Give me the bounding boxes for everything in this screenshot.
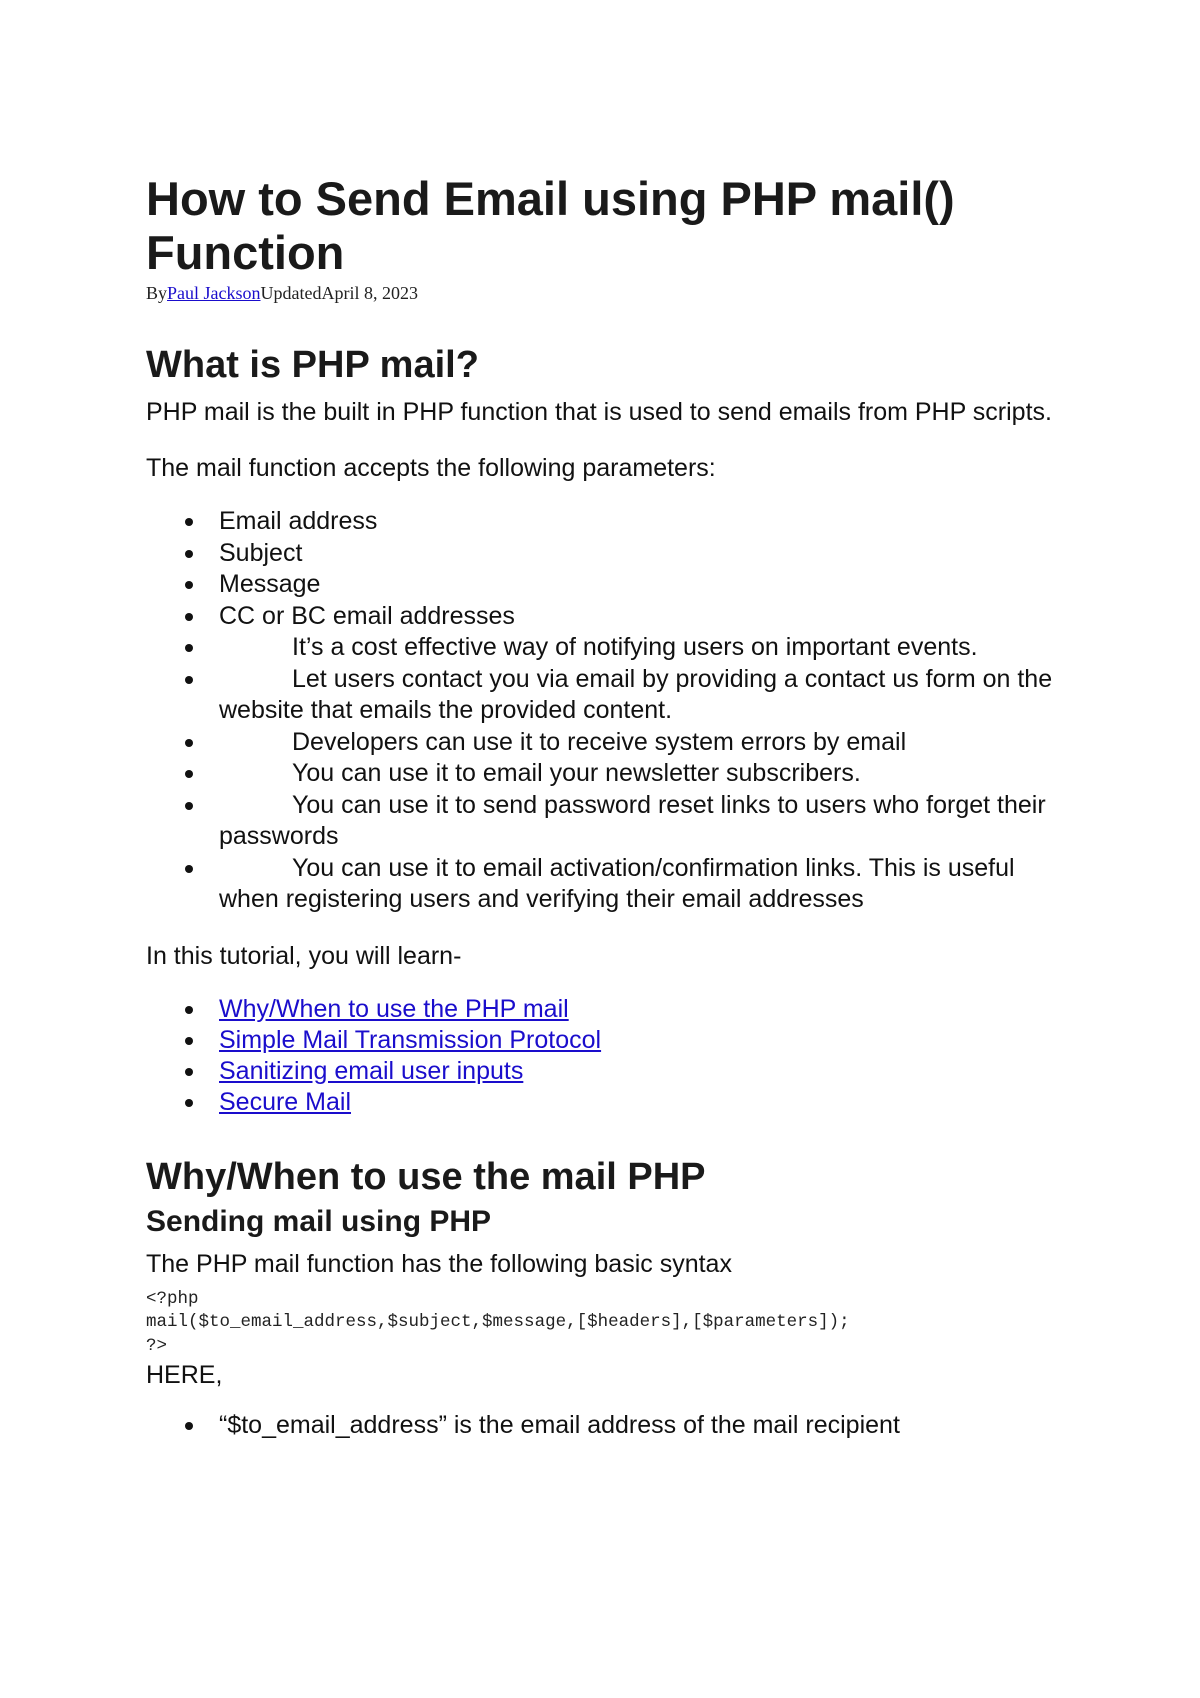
toc-link-why-when[interactable]: Why/When to use the PHP mail	[219, 994, 569, 1023]
byline-by: By	[146, 283, 168, 303]
toc-list	[146, 994, 1080, 1118]
section-heading-what-is-php-mail: What is PHP mail?	[146, 344, 479, 386]
list-item: Subject	[219, 538, 1080, 570]
list-item: CC or BC email addresses	[219, 601, 1080, 633]
author-link[interactable]: Paul Jackson	[167, 283, 261, 303]
params-list	[146, 506, 1080, 916]
list-item-text: You can use it to email your newsletter subscribers.	[292, 759, 861, 787]
list-item: Message	[219, 569, 1080, 601]
toc-link-secure-mail[interactable]: Secure Mail	[219, 1087, 351, 1116]
list-item: Email address	[219, 506, 1080, 538]
params-intro: The mail function accepts the following parameters:	[146, 454, 716, 482]
byline	[146, 282, 1080, 304]
list-item	[219, 758, 1080, 790]
subheading-sending-mail: Sending mail using PHP	[146, 1204, 492, 1238]
list-item	[219, 632, 1080, 664]
list-item-text: You can use it to email activation/confirmation links. This is useful when registering users and verifying their email addresses	[219, 853, 1015, 913]
here-label: HERE,	[146, 1361, 223, 1389]
toc-item	[219, 1087, 1080, 1118]
toc-item	[219, 1056, 1080, 1087]
list-item-text: It’s a cost effective way of notifying users on important events.	[292, 633, 978, 661]
learn-intro: In this tutorial, you will learn-	[146, 941, 462, 970]
list-item-text: You can use it to send password reset links to users who forget their passwords	[219, 790, 1046, 850]
list-item	[219, 664, 1080, 727]
intro-paragraph: PHP mail is the built in PHP function that is used to send emails from PHP scripts.	[146, 398, 1052, 426]
byline-updated: Updated	[260, 283, 322, 303]
section-heading-why-when: Why/When to use the mail PHP	[146, 1155, 706, 1198]
list-item	[219, 727, 1080, 759]
article-title: How to Send Email using PHP mail() Function	[146, 172, 955, 279]
list-item	[219, 790, 1080, 853]
toc-link-sanitizing[interactable]: Sanitizing email user inputs	[219, 1056, 524, 1085]
list-item: “$to_email_address” is the email address of the mail recipient	[219, 1410, 1080, 1442]
syntax-intro: The PHP mail function has the following basic syntax	[146, 1249, 732, 1278]
list-item-text: Let users contact you via email by providing a contact us form on the website that emails the provided content.	[219, 664, 1053, 724]
toc-item	[219, 1025, 1080, 1056]
byline-date: April 8, 2023	[321, 283, 418, 303]
toc-link-smtp[interactable]: Simple Mail Transmission Protocol	[219, 1025, 602, 1054]
syntax-points-list	[146, 1410, 1080, 1442]
code-block: <?php mail($to_email_address,$subject,$message,[$headers],[$parameters]); ?>	[146, 1288, 850, 1356]
toc-item	[219, 994, 1080, 1025]
list-item-text: Developers can use it to receive system errors by email	[292, 727, 907, 756]
list-item	[219, 853, 1080, 916]
